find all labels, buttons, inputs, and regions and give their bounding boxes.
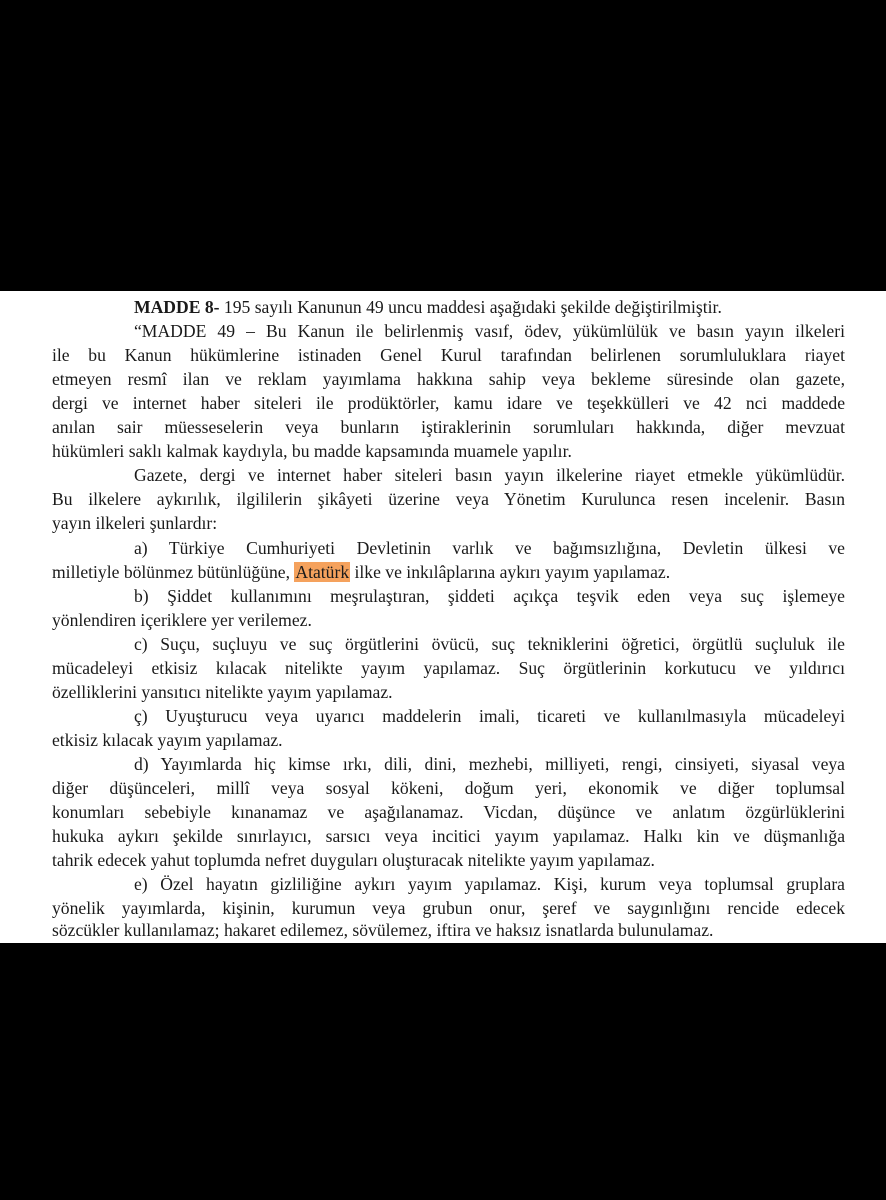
item-b-line: b) Şiddet kullanımını meşrulaştıran, şiddeti açıkça teşvik eden veya suç işlemeye: [134, 586, 845, 606]
item-c-line: c) Suçu, suçluyu ve suç örgütlerini övücü, suç tekniklerini öğretici, örgütlü suçluluk ile: [134, 634, 845, 654]
item-e-line: sözcükler kullanılamaz; hakaret edilemez, sövülemez, iftira ve haksız isnatlarda bulunulamaz.: [52, 920, 714, 940]
text-line: Gazete, dergi ve internet haber siteleri basın yayın ilkelerine riayet etmekle yükümlüdür.: [134, 465, 845, 485]
text-line: yayın ilkeleri şunlardır:: [52, 513, 218, 533]
text-line: “MADDE 49 – Bu Kanun ile belirlenmiş vasıf, ödev, yükümlülük ve basın yayın ilkeleri: [134, 321, 845, 341]
article-heading-line: [52, 296, 845, 318]
article-number: MADDE 8-: [134, 297, 220, 317]
item-d-line: diğer düşünceleri, millî veya sosyal kökeni, doğum yeri, ekonomik ve diğer toplumsal: [52, 778, 845, 798]
text-line: Bu ilkelere aykırılık, ilgililerin şikâyeti üzerine veya Yönetim Kurulunca resen incelenir. Basın: [52, 489, 845, 509]
text-line: anılan sair müesseselerin veya bunların iştiraklerinin sorumluları hakkında, diğer mevzuat: [52, 417, 845, 437]
text-fragment: ilke ve inkılâplarına aykırı yayım yapılamaz.: [350, 562, 671, 582]
item-b-line: yönlendiren içeriklere yer verilemez.: [52, 610, 312, 630]
text-line: hükümleri saklı kalmak kaydıyla, bu madde kapsamında muamele yapılır.: [52, 441, 572, 461]
text-line: dergi ve internet haber siteleri ile prodüktörler, kamu idare ve teşekkülleri ve 42 nci maddede: [52, 393, 845, 413]
item-cc-line: etkisiz kılacak yayım yapılamaz.: [52, 730, 283, 750]
item-e-line: yönelik yayımlarda, kişinin, kurumun veya grubun onur, şeref ve saygınlığını rencide edecek: [52, 898, 845, 918]
text-line: ile bu Kanun hükümlerine istinaden Genel Kurul tarafından belirlenen sorumluluklara riayet: [52, 345, 845, 365]
text-fragment: milletiyle bölünmez bütünlüğüne,: [52, 562, 295, 582]
highlighted-word: Atatürk: [295, 562, 350, 582]
item-c-line: özelliklerini yansıtıcı nitelikte yayım yapılamaz.: [52, 682, 393, 702]
item-a-line: [52, 561, 845, 583]
item-d-line: tahrik edecek yahut toplumda nefret duyguları oluşturacak nitelikte yayım yapılamaz.: [52, 850, 655, 870]
text-line: etmeyen resmî ilan ve reklam yayımlama hakkına sahip veya bekleme süresinde olan gazete,: [52, 369, 845, 389]
item-d-line: konumları sebebiyle kınanamaz ve aşağılanamaz. Vicdan, düşünce ve anlatım özgürlüklerini: [52, 802, 845, 822]
item-d-line: d) Yayımlarda hiç kimse ırkı, dili, dini, mezhebi, milliyeti, rengi, cinsiyeti, siyasal veya: [134, 754, 845, 774]
item-e-line: e) Özel hayatın gizliliğine aykırı yayım yapılamaz. Kişi, kurum veya toplumsal gruplara: [134, 874, 845, 894]
item-d-line: hukuka aykırı şekilde sınırlayıcı, sarsıcı veya incitici yayım yapılamaz. Halkı kin ve düşmanlığa: [52, 826, 845, 846]
item-c-line: mücadeleyi etkisiz kılacak nitelikte yayım yapılamaz. Suç örgütlerinin korkutucu ve yıldırıcı: [52, 658, 845, 678]
item-cc-line: ç) Uyuşturucu veya uyarıcı maddelerin imali, ticareti ve kullanılmasıyla mücadeleyi: [134, 706, 845, 726]
article-heading-text: 195 sayılı Kanunun 49 uncu maddesi aşağıdaki şekilde değiştirilmiştir.: [219, 297, 722, 317]
item-a-line: a) Türkiye Cumhuriyeti Devletinin varlık ve bağımsızlığına, Devletin ülkesi ve: [134, 538, 845, 558]
document-page: [0, 291, 886, 943]
